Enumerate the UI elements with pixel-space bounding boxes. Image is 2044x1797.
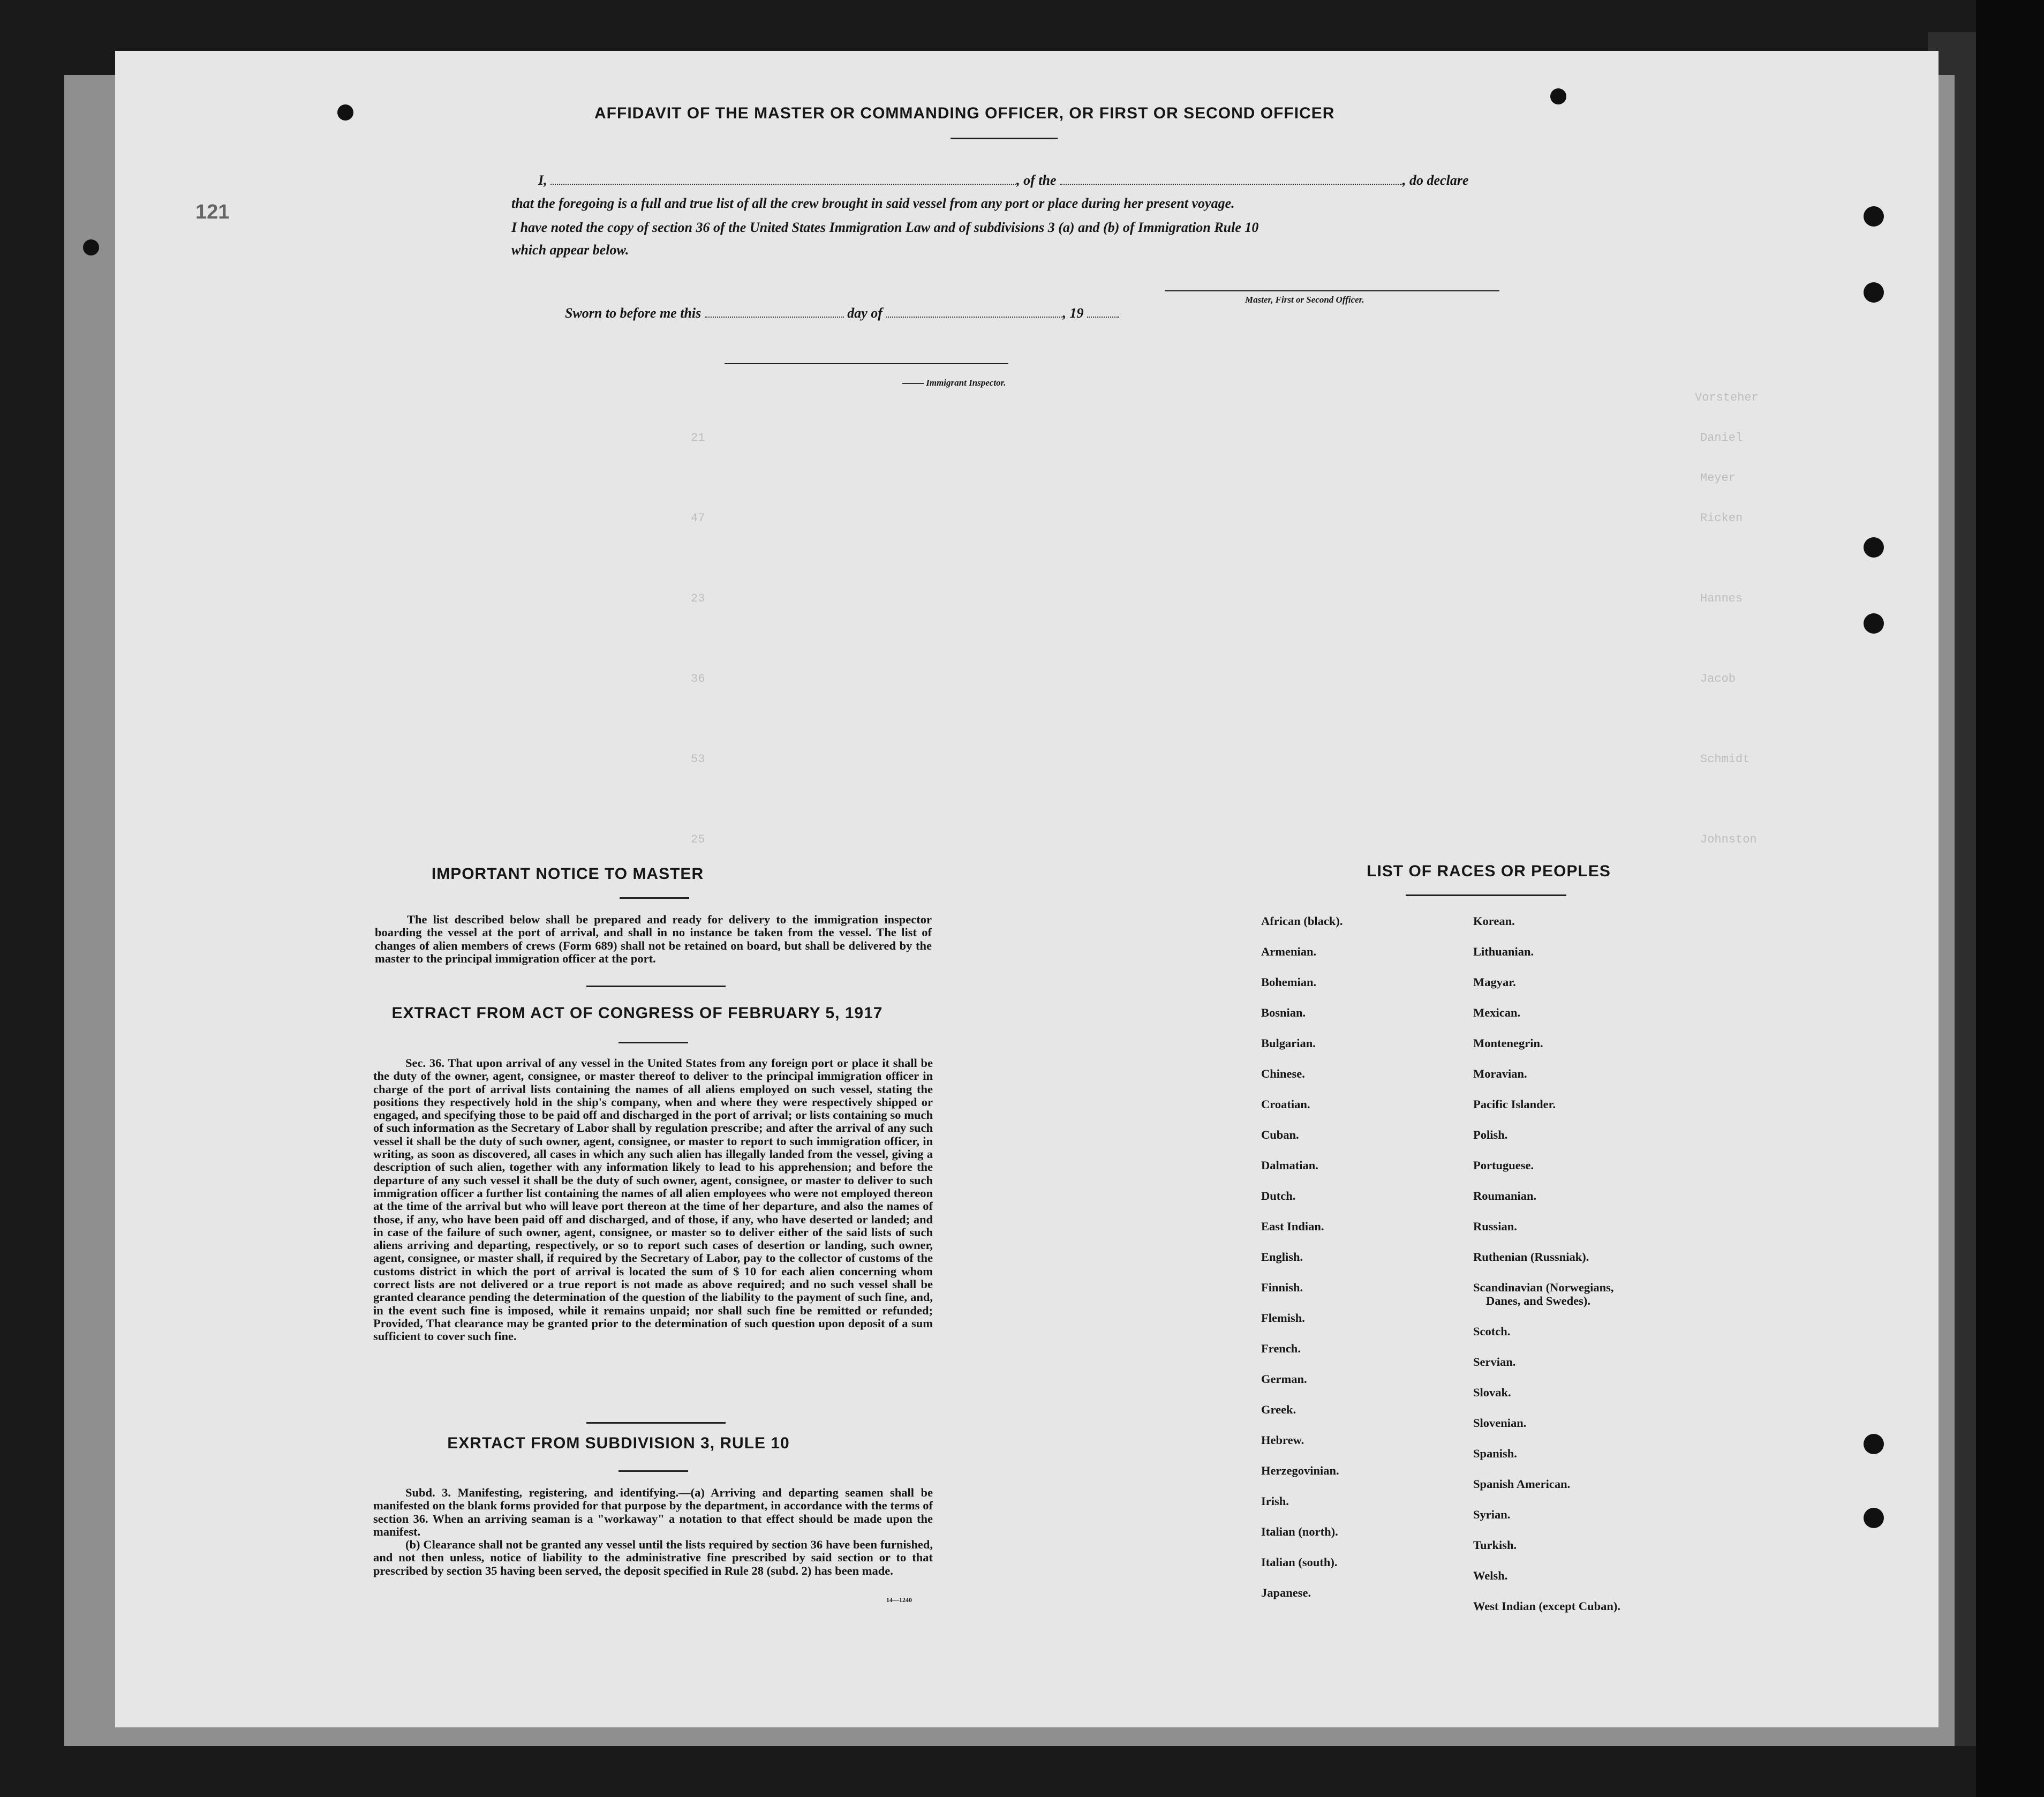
punch-hole	[1864, 206, 1884, 227]
bleed-through-text: 47	[691, 512, 705, 525]
affidavit-i: I,	[538, 172, 547, 188]
bleed-through-text: 25	[691, 833, 705, 846]
race-item: Russian.	[1473, 1220, 1517, 1233]
binder-spine	[1976, 0, 2044, 1797]
punch-hole	[1550, 88, 1566, 104]
bleed-through-text: Schmidt	[1700, 753, 1750, 766]
race-item: Japanese.	[1261, 1586, 1311, 1599]
race-item: Danes, and Swedes).	[1486, 1294, 1591, 1307]
race-item: Bohemian.	[1261, 975, 1317, 989]
race-item: Hebrew.	[1261, 1433, 1304, 1447]
race-item: Finnish.	[1261, 1281, 1303, 1294]
race-item: West Indian (except Cuban).	[1473, 1599, 1621, 1613]
race-item: Scandinavian (Norwegians,	[1473, 1281, 1614, 1294]
races-title: LIST OF RACES OR PEOPLES	[1367, 862, 1611, 880]
sworn-line	[565, 303, 1119, 324]
race-item: Bulgarian.	[1261, 1036, 1316, 1050]
year-blank[interactable]	[1087, 306, 1119, 318]
race-item: Servian.	[1473, 1355, 1516, 1369]
race-item: Chinese.	[1261, 1067, 1305, 1080]
race-item: Polish.	[1473, 1128, 1508, 1141]
race-item: Moravian.	[1473, 1067, 1527, 1080]
rule-text-a: Subd. 3. Manifesting, registering, and identifying.—(a) Arriving and departing seamen shall be manifested on the blank forms provided for that purpose by the department, in accordance with the terms of section 36. When an arriving seaman is a "workaway" a notation to that effect should be made upon the manifest.	[373, 1486, 933, 1538]
bleed-through-text: 23	[691, 592, 705, 605]
race-item: Cuban.	[1261, 1128, 1299, 1141]
bleed-through-text: Johnston	[1700, 833, 1757, 846]
manifest-page	[115, 51, 1939, 1727]
officer-caption: Master, First or Second Officer.	[1245, 295, 1364, 305]
race-item: Croatian.	[1261, 1097, 1310, 1111]
section-divider	[586, 986, 726, 987]
notice-text: The list described below shall be prepared and ready for delivery to the immigration inspector boarding the vessel at the port of arrival, and shall in no instance be taken from the vessel. The list of changes of alien members of crews (Form 689) shall not be retained on board, but shall be delivered by the master to the principal immigration officer at the port.	[375, 913, 932, 965]
race-item: Mexican.	[1473, 1006, 1521, 1019]
race-item: Spanish American.	[1473, 1477, 1571, 1491]
notice-title: IMPORTANT NOTICE TO MASTER	[431, 865, 704, 883]
title-underline	[951, 138, 1058, 139]
race-item: Bosnian.	[1261, 1006, 1306, 1019]
affidavit-title: AFFIDAVIT OF THE MASTER OR COMMANDING OFFICER, OR FIRST OR SECOND OFFICER	[594, 104, 1335, 122]
affidavit-line-2: that the foregoing is a full and true list of all the crew brought in said vessel from any port or place during her present voyage.	[511, 196, 1235, 211]
race-item: Welsh.	[1473, 1569, 1508, 1582]
inspector-signature-line[interactable]	[725, 363, 1008, 364]
section-divider	[586, 1422, 726, 1424]
race-item: English.	[1261, 1250, 1303, 1264]
race-item: Flemish.	[1261, 1311, 1305, 1325]
bleed-through-text: Hannes	[1700, 592, 1743, 605]
race-item: Scotch.	[1473, 1325, 1511, 1338]
race-item: French.	[1261, 1342, 1301, 1355]
bleed-through-text: Ricken	[1700, 512, 1743, 525]
signature-line[interactable]	[1165, 290, 1499, 291]
vessel-blank[interactable]	[1060, 173, 1402, 185]
rule-text-b: (b) Clearance shall not be granted any vessel until the lists required by section 36 have been furnished, and not then unless, notice of liability to the administrative fine prescribed by said section or to that prescribed by section 35 having been served, the deposit specified in Rule 28 (subd. 2) has been made.	[373, 1538, 933, 1577]
bleed-through-text: 21	[691, 431, 705, 445]
race-item: Dalmatian.	[1261, 1159, 1318, 1172]
race-item: Pacific Islander.	[1473, 1097, 1556, 1111]
race-item: Italian (south).	[1261, 1555, 1338, 1569]
race-item: Italian (north).	[1261, 1525, 1338, 1538]
punch-hole	[1864, 1434, 1884, 1454]
rule-title: EXRTACT FROM SUBDIVISION 3, RULE 10	[447, 1434, 790, 1452]
bleed-through-text: Vorsteher	[1695, 391, 1759, 404]
race-item: East Indian.	[1261, 1220, 1324, 1233]
race-item: Syrian.	[1473, 1508, 1511, 1521]
race-item: Korean.	[1473, 914, 1515, 928]
sworn-text: Sworn to before me this	[565, 305, 702, 321]
punch-hole	[1864, 1508, 1884, 1528]
race-item: Greek.	[1261, 1403, 1296, 1416]
bleed-through-text: 53	[691, 753, 705, 766]
rule-underline	[619, 1470, 688, 1472]
affidavit-of-the: , of the	[1016, 172, 1057, 188]
race-item: Ruthenian (Russniak).	[1473, 1250, 1589, 1264]
inspector-caption: Immigrant Inspector.	[902, 378, 1006, 388]
day-of-text: day of	[847, 305, 883, 321]
race-item: Lithuanian.	[1473, 945, 1534, 958]
act-underline	[619, 1042, 688, 1043]
year-prefix: , 19	[1062, 305, 1084, 321]
punch-hole	[1864, 613, 1884, 634]
punch-hole	[1864, 537, 1884, 558]
bleed-through-text: 36	[691, 672, 705, 686]
race-item: Irish.	[1261, 1494, 1289, 1508]
race-item: Magyar.	[1473, 975, 1516, 989]
affidavit-line-1	[511, 170, 1615, 191]
punch-hole	[337, 104, 353, 121]
race-item: Dutch.	[1261, 1189, 1296, 1202]
race-item: Portuguese.	[1473, 1159, 1534, 1172]
act-title: EXTRACT FROM ACT OF CONGRESS OF FEBRUARY 5, 1917	[391, 1004, 883, 1022]
race-item: Spanish.	[1473, 1447, 1517, 1460]
page-number: 121	[195, 201, 230, 223]
notice-underline	[620, 897, 689, 899]
race-item: Montenegrin.	[1473, 1036, 1543, 1050]
race-item: Armenian.	[1261, 945, 1317, 958]
race-item: Roumanian.	[1473, 1189, 1537, 1202]
race-item: African (black).	[1261, 914, 1343, 928]
bleed-through-text: Meyer	[1700, 471, 1736, 485]
affidavit-line-3: I have noted the copy of section 36 of the United States Immigration Law and of subdivisions 3 (a) and (b) of Immigration Rule 10	[511, 220, 1259, 235]
day-blank[interactable]	[705, 306, 844, 318]
form-number: 14—1240	[886, 1596, 912, 1604]
affidavit-line-4: which appear below.	[511, 242, 629, 258]
name-blank[interactable]	[550, 173, 1016, 185]
bleed-through-text: Jacob	[1700, 672, 1736, 686]
races-underline	[1406, 894, 1566, 896]
bleed-through-text: Daniel	[1700, 431, 1743, 445]
month-blank[interactable]	[886, 306, 1062, 318]
punch-hole	[1864, 282, 1884, 303]
act-text: Sec. 36. That upon arrival of any vessel in the United States from any foreign port or place it shall be the duty of the owner, agent, consignee, or master thereof to deliver to the principal immigration officer in charge of the port of arrival lists containing the names of all aliens employed on such vessel, stating the positions they respectively hold in the ship's company, when and where they were respectively shipped or engaged, and specifying those to be paid off and discharged in the port of arrival; or lists containing so much of such information as the Secretary of Labor shall by regulation prescribe; and after the arrival of any such vessel it shall be the duty of such owner, agent, consignee, or master to report to such immigration officer, in writing, as soon as discovered, all cases in which any such alien has illegally landed from the vessel, giving a description of such alien, together with any information likely to lead to his apprehension; and before the departure of any such vessel it shall be the duty of such owner, agent, consignee, or master to deliver to such immigration officer a further list containing the names of all alien employees who were not employed thereon at the time of the arrival but who will leave port thereon at the time of her departure, and also the names of those, if any, who have been paid off and discharged, and of those, if any, who have deserted or landed; and in case of the failure of such owner, agent, consignee, or master so to deliver either of the said lists of such aliens arriving and departing, respectively, or so to report such cases of desertion or landing, such owner, agent, consignee, or master shall, if required by the Secretary of Labor, pay to the collector of customs of the customs district in which the port of arrival is located the sum of $ 10 for each alien concerning whom correct lists are not delivered or a true report is not made as above required; and no such vessel shall be granted clearance pending the determination of the question of the liability to the payment of such fine, and, in the event such fine is imposed, while it remains unpaid; nor shall such fine be remitted or refunded; Provided, That clearance may be granted prior to the determination of such question upon deposit of a sum sufficient to cover such fine.	[373, 1056, 933, 1343]
race-item: Turkish.	[1473, 1538, 1517, 1552]
race-item: Slovenian.	[1473, 1416, 1527, 1430]
affidavit-declare: , do declare	[1402, 172, 1469, 188]
punch-hole	[83, 239, 99, 255]
race-item: Herzegovinian.	[1261, 1464, 1339, 1477]
race-item: German.	[1261, 1372, 1307, 1386]
race-item: Slovak.	[1473, 1386, 1511, 1399]
